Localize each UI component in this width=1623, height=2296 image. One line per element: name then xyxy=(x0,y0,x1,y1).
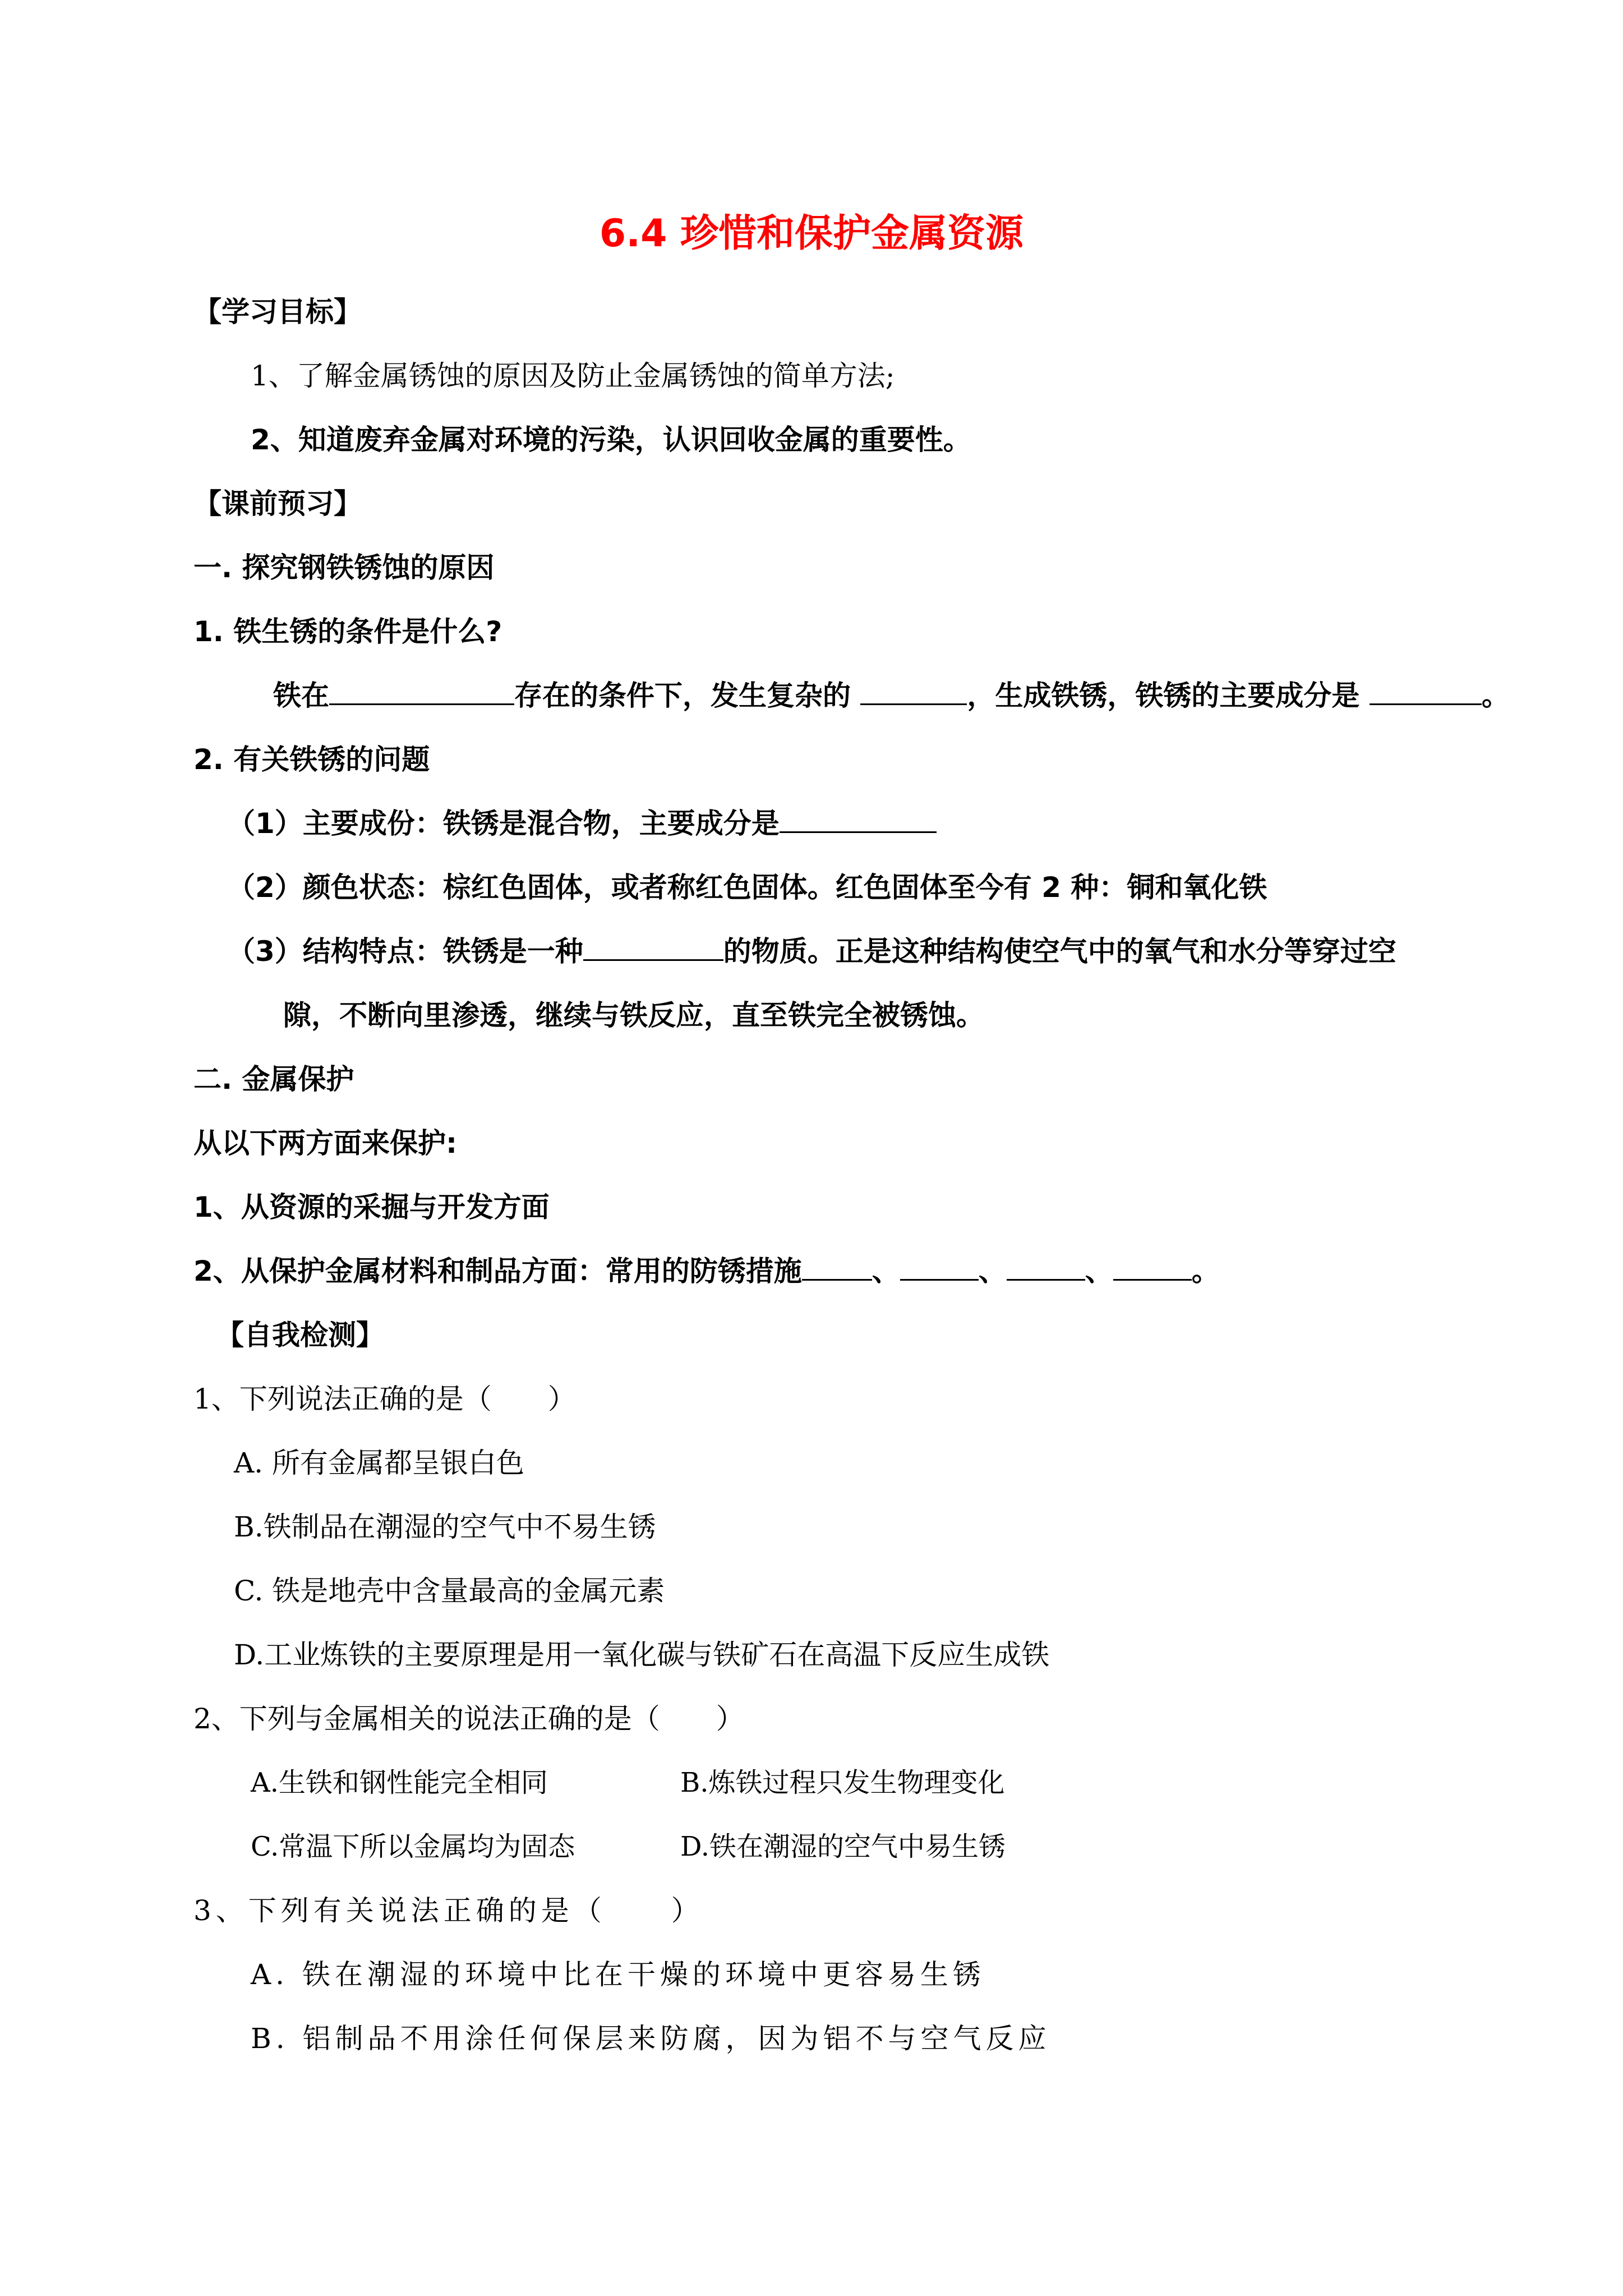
blank-2[interactable] xyxy=(860,678,967,705)
q2-item-2: （2）颜色状态：棕红色固体，或者称红色固体。红色固体至今有 2 种：铜和氧化铁 xyxy=(227,871,1267,904)
protect-sep-2: 、 xyxy=(978,1255,1007,1287)
question-2-option-a: A.生铁和钢性能完全相同 xyxy=(251,1767,548,1798)
objectives-heading: 【学习目标】 xyxy=(193,296,362,328)
question-1-option-b: B.铁制品在潮湿的空气中不易生锈 xyxy=(234,1511,656,1543)
objective-1: 1、了解金属锈蚀的原因及防止金属锈蚀的简单方法; xyxy=(251,360,895,392)
blank-6[interactable] xyxy=(802,1253,872,1281)
q2-item-1 xyxy=(227,806,937,841)
question-3-stem: 3、下列有关说法正确的是（ ） xyxy=(193,1894,704,1927)
question-1-option-c: C. 铁是地壳中含量最高的金属元素 xyxy=(234,1575,665,1607)
question-1-option-a: A. 所有金属都呈银白色 xyxy=(234,1447,524,1479)
blank-7[interactable] xyxy=(900,1253,979,1281)
blank-4[interactable] xyxy=(780,806,937,833)
part1-heading: 一. 探究钢铁锈蚀的原因 xyxy=(193,551,495,584)
q1-text-b: 存在的条件下，发生复杂的 xyxy=(514,679,861,712)
q2-item-3-text-a: （3）结构特点：铁锈是一种 xyxy=(227,935,583,968)
question-1-option-d: D.工业炼铁的主要原理是用一氧化碳与铁矿石在高温下反应生成铁 xyxy=(234,1639,1050,1671)
q2-item-3-text-b: 的物质。正是这种结构使空气中的氧气和水分等穿过空 xyxy=(723,935,1396,968)
blank-5[interactable] xyxy=(583,933,723,961)
protect-2 xyxy=(193,1253,1220,1289)
protect-1: 1、从资源的采掘与开发方面 xyxy=(193,1191,550,1223)
question-2-option-c: C.常温下所以金属均为固态 xyxy=(251,1831,575,1862)
q2-heading: 2. 有关铁锈的问题 xyxy=(193,743,430,776)
q1-text-c: ，生成铁锈，铁锈的主要成分是 xyxy=(967,679,1370,712)
q1-text-d: 。 xyxy=(1481,679,1510,712)
question-3-option-a: A. 铁在潮湿的环境中比在干燥的环境中更容易生锈 xyxy=(251,1958,985,1991)
blank-8[interactable] xyxy=(1007,1253,1085,1281)
preview-heading: 【课前预习】 xyxy=(193,487,362,520)
q1-heading: 1. 铁生锈的条件是什么? xyxy=(193,615,502,648)
q2-item-3 xyxy=(227,933,1396,969)
selfcheck-heading: 【自我检测】 xyxy=(216,1319,384,1351)
question-1-stem: 1、下列说法正确的是（ ） xyxy=(193,1383,576,1415)
q2-item-3-cont: 隙，不断向里渗透，继续与铁反应，直至铁完全被锈蚀。 xyxy=(283,999,984,1032)
question-2-option-b: B.炼铁过程只发生物理变化 xyxy=(680,1767,1005,1798)
part2-heading: 二. 金属保护 xyxy=(193,1063,354,1096)
blank-3[interactable] xyxy=(1370,678,1482,705)
page-title: 6.4 珍惜和保护金属资源 xyxy=(599,211,1024,256)
protect-intro: 从以下两方面来保护: xyxy=(193,1127,457,1159)
q2-item-1-text: （1）主要成份：铁锈是混合物，主要成分是 xyxy=(227,807,780,840)
blank-1[interactable] xyxy=(329,678,514,705)
q1-text-a: 铁在 xyxy=(273,679,329,712)
question-2-option-d: D.铁在潮湿的空气中易生锈 xyxy=(680,1831,1006,1862)
question-3-option-b: B. 铝制品不用涂任何保层来防腐，因为铝不与空气反应 xyxy=(251,2022,1051,2055)
blank-9[interactable] xyxy=(1113,1253,1192,1281)
question-2-stem: 2、下列与金属相关的说法正确的是（ ） xyxy=(193,1703,744,1735)
protect-2-text: 2、从保护金属材料和制品方面：常用的防锈措施 xyxy=(193,1255,802,1287)
protect-sep-3: 、 xyxy=(1085,1255,1113,1287)
protect-end: 。 xyxy=(1191,1255,1220,1287)
q1-fill-sentence xyxy=(273,678,1510,714)
objective-2: 2、知道废弃金属对环境的污染，认识回收金属的重要性。 xyxy=(251,424,971,456)
protect-sep-1: 、 xyxy=(872,1255,900,1287)
